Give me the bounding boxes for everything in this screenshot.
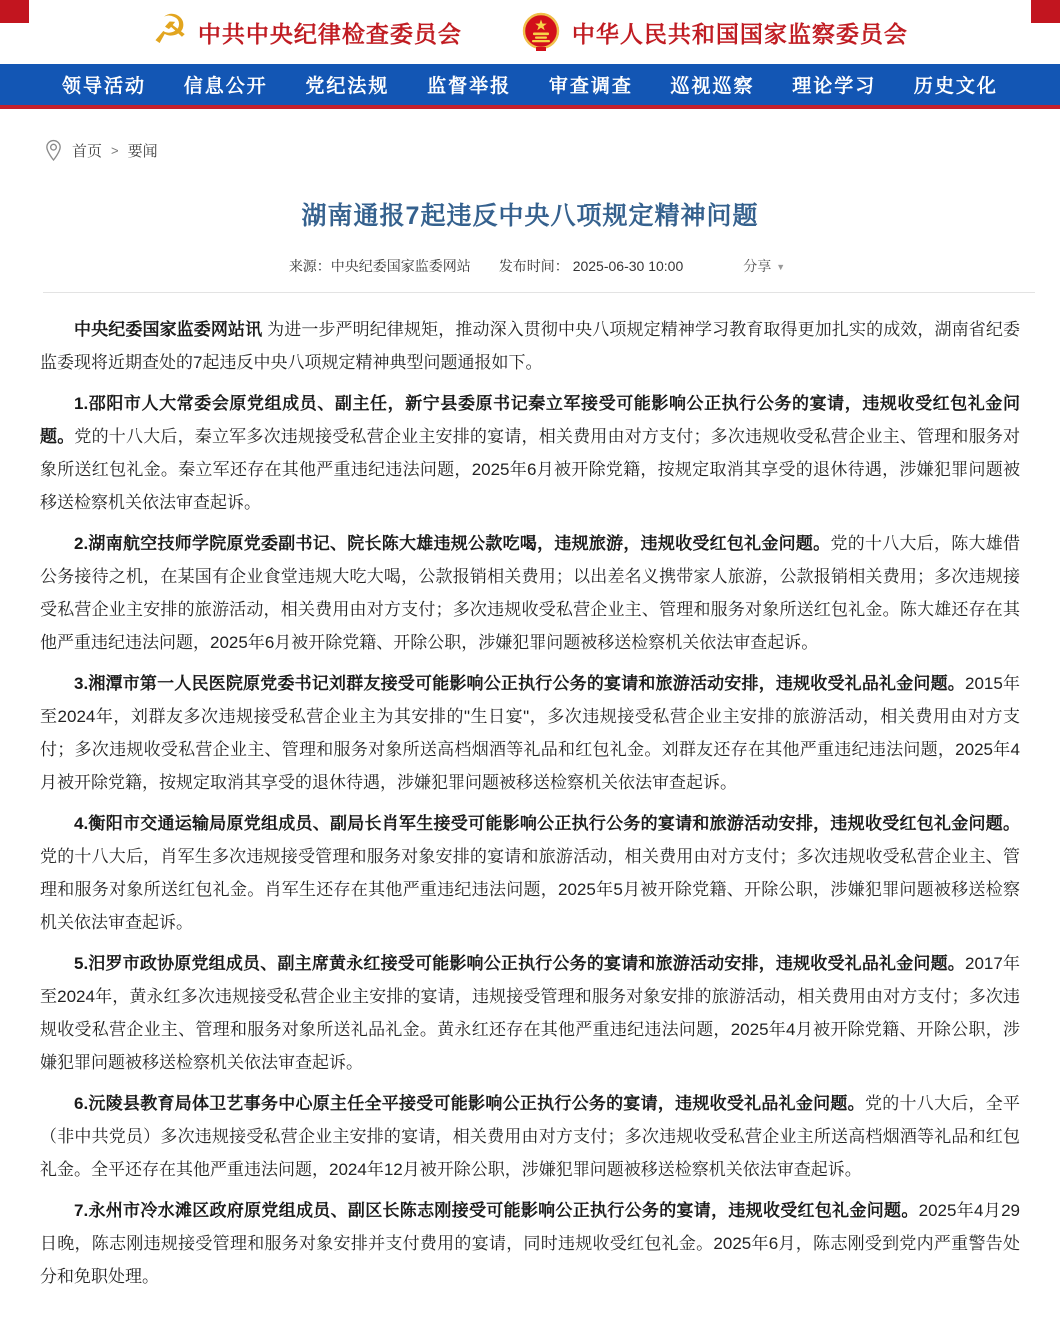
paragraph-text: 为进一步严明纪律规矩，推动深入贯彻中央八项规定精神学习教育取得更加扎实的成效，湖南省纪委监委现将近期查处的7起违反中央八项规定精神典型问题通报如下。 (40, 320, 1020, 372)
location-pin-icon (44, 139, 63, 162)
share-label: 分享 (743, 258, 772, 274)
nav-item-info[interactable]: 信息公开 (183, 76, 268, 97)
paragraph-text: 2025年4月29日晚，陈志刚违规接受管理和服务对象安排并支付费用的宴请，同时违规收受红包礼金。2025年6月，陈志刚受到党内严重警告处分和免职处理。 (40, 1201, 1020, 1286)
corner-decoration-left (0, 0, 29, 23)
breadcrumb-separator: > (111, 143, 119, 158)
case-paragraph-3 (40, 667, 1020, 799)
breadcrumb (44, 139, 1060, 162)
case-paragraph-1 (40, 387, 1020, 519)
breadcrumb-home[interactable]: 首页 (72, 143, 103, 160)
paragraph-lead: 中央纪委国家监委网站讯 (74, 320, 263, 339)
paragraph-text: 党的十八大后，陈大雄借公务接待之机，在某国有企业食堂违规大吃大喝，公款报销相关费用；以出差名义携带家人旅游，公款报销相关费用；多次违规接受私营企业主安排的旅游活动，相关费用由对方支付；多次违规收受私营企业主、管理和服务对象所送红包礼金。陈大雄还存在其他严重违纪违法问题，2025年6月被开除党籍、开除公职，涉嫌犯罪问题被移送检察机关依法审查起诉。 (40, 534, 1020, 652)
article-meta (0, 256, 1060, 276)
article-source: 来源：中央纪委国家监委网站 (288, 258, 471, 274)
nav-item-regulations[interactable]: 党纪法规 (305, 76, 390, 97)
national-emblem-icon (520, 11, 562, 53)
share-button[interactable] (743, 256, 785, 276)
nav-item-theory[interactable]: 理论学习 (792, 76, 877, 97)
page-title: 湖南通报7起违反中央八项规定精神问题 (301, 202, 759, 230)
paragraph-lead: 2.湖南航空技师学院原党委副书记、院长陈大雄违规公款吃喝，违规旅游，违规收受红包礼金问题。 (74, 534, 831, 553)
paragraph-lead: 5.汨罗市政协原党组成员、副主席黄永红接受可能影响公正执行公务的宴请和旅游活动安排，违规收受礼品礼金问题。 (74, 954, 965, 973)
breadcrumb-current[interactable]: 要闻 (127, 143, 158, 160)
case-paragraph-2 (40, 527, 1020, 659)
article-body (0, 293, 1060, 1327)
intro-paragraph (40, 313, 1020, 379)
nav-item-report[interactable]: 监督举报 (427, 76, 512, 97)
paragraph-text: 2015年至2024年，刘群友多次违规接受私营企业主为其安排的"生日宴"，多次违规接受私营企业主安排的旅游活动，相关费用由对方支付；多次违规收受私营企业主、管理和服务对象所送高档烟酒等礼品和红包礼金。刘群友还存在其他严重违纪违法问题，2025年4月被开除党籍，按规定取消其享受的退休待遇，涉嫌犯罪问题被移送检察机关依法审查起诉。 (40, 674, 1020, 792)
paragraph-text: 党的十八大后，肖军生多次违规接受管理和服务对象安排的宴请和旅游活动，相关费用由对方支付；多次违规收受私营企业主、管理和服务对象所送红包礼金。肖军生还存在其他严重违纪违法问题，2025年5月被开除党籍、开除公职，涉嫌犯罪问题被移送检察机关依法审查起诉。 (40, 847, 1020, 932)
nav-item-leadership[interactable]: 领导活动 (62, 76, 147, 97)
site-header (0, 0, 1060, 64)
case-paragraph-7 (40, 1194, 1020, 1293)
party-emblem-icon: ☭ (152, 8, 188, 52)
ccdi-logo[interactable] (152, 8, 462, 52)
paragraph-lead: 6.沅陵县教育局体卫艺事务中心原主任全平接受可能影响公正执行公务的宴请，违规收受礼品礼金问题。 (74, 1094, 865, 1113)
nsc-logo[interactable] (520, 11, 908, 53)
case-paragraph-6 (40, 1087, 1020, 1186)
main-navigation (0, 64, 1060, 109)
paragraph-lead: 7.永州市冷水滩区政府原党组成员、副区长陈志刚接受可能影响公正执行公务的宴请，违规收受红包礼金问题。 (74, 1201, 919, 1220)
paragraph-text: 2017年至2024年，黄永红多次违规接受私营企业主安排的宴请，违规接受管理和服务对象安排的旅游活动，相关费用由对方支付；多次违规收受私营企业主、管理和服务对象所送礼品礼金。黄永红还存在其他严重违纪违法问题，2025年4月被开除党籍、开除公职，涉嫌犯罪问题被移送检察机关依法审查起诉。 (40, 954, 1020, 1072)
nsc-org-name: 中华人民共和国国家监察委员会 (571, 20, 908, 47)
chevron-down-icon: ▼ (776, 262, 786, 272)
paragraph-lead: 1.邵阳市人大常委会原党组成员、副主任，新宁县委原书记秦立军接受可能影响公正执行公务的宴请，违规收受红包礼金问题。 (40, 394, 1020, 446)
article-publish-time: 发布时间： 2025-06-30 10:00 (498, 258, 684, 274)
nav-item-review[interactable]: 审查调查 (548, 76, 633, 97)
ccdi-org-name: 中共中央纪律检查委员会 (197, 20, 462, 47)
paragraph-text: 党的十八大后，秦立军多次违规接受私营企业主安排的宴请，相关费用由对方支付；多次违规收受私营企业主、管理和服务对象所送红包礼金。秦立军还存在其他严重违纪违法问题，2025年6月被开除党籍，按规定取消其享受的退休待遇，涉嫌犯罪问题被移送检察机关依法审查起诉。 (40, 427, 1021, 512)
paragraph-text: 党的十八大后，全平（非中共党员）多次违规接受私营企业主安排的宴请，相关费用由对方支付；多次违规收受私营企业主所送高档烟酒等礼品和红包礼金。全平还存在其他严重违法问题，2024年12月被开除公职，涉嫌犯罪问题被移送检察机关依法审查起诉。 (40, 1094, 1020, 1179)
case-paragraph-4 (40, 807, 1020, 939)
case-paragraph-5 (40, 947, 1020, 1079)
paragraph-lead: 3.湘潭市第一人民医院原党委书记刘群友接受可能影响公正执行公务的宴请和旅游活动安排，违规收受礼品礼金问题。 (74, 674, 965, 693)
corner-decoration-right (1031, 0, 1060, 23)
nav-item-history[interactable]: 历史文化 (913, 76, 998, 97)
nav-item-inspection[interactable]: 巡视巡察 (670, 76, 755, 97)
paragraph-lead: 4.衡阳市交通运输局原党组成员、副局长肖军生接受可能影响公正执行公务的宴请和旅游活动安排，违规收受红包礼金问题。 (74, 814, 1020, 833)
